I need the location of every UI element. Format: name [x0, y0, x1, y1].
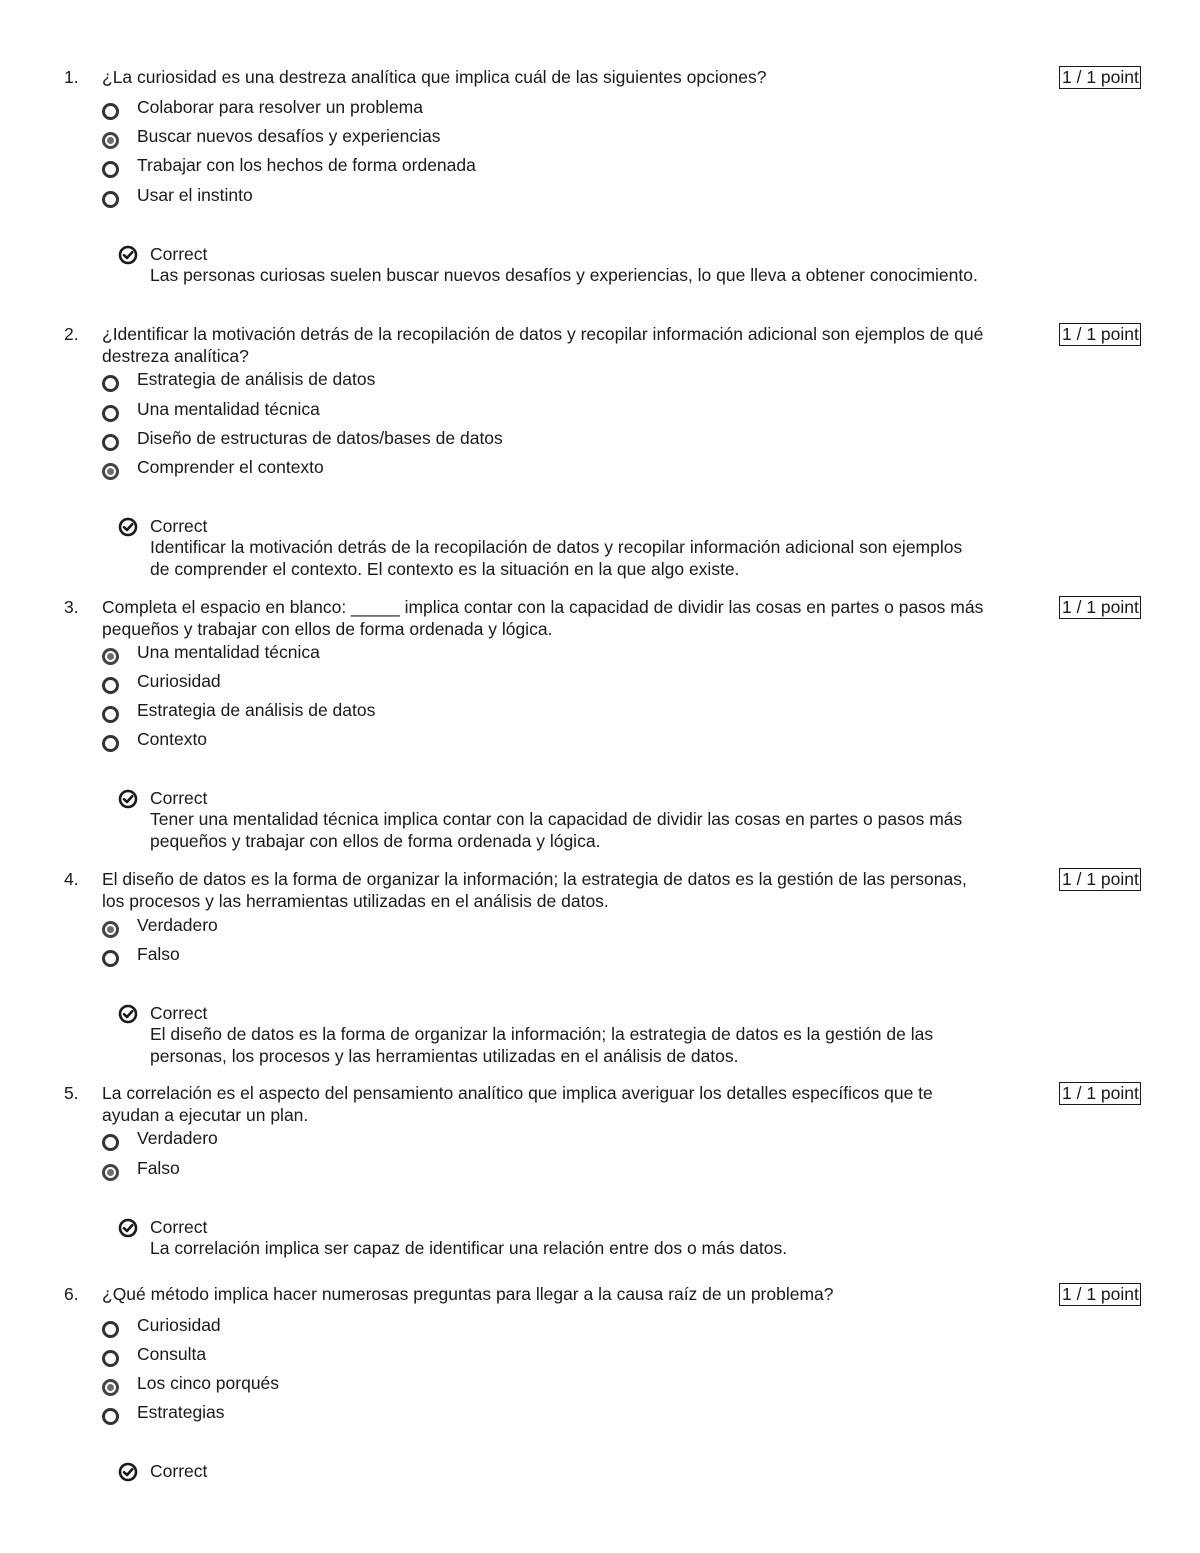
- points-badge: 1 / 1 point: [1059, 1283, 1141, 1306]
- feedback-status: Correct: [150, 516, 208, 536]
- check-circle-icon: [118, 245, 138, 265]
- option-label: Falso: [137, 944, 180, 964]
- feedback-status: Correct: [150, 788, 208, 808]
- option[interactable]: [100, 1314, 1000, 1343]
- option[interactable]: [100, 1401, 1000, 1430]
- feedback-explanation: El diseño de datos es la forma de organizar la información; la estrategia de datos es la gestión de las personas, los procesos y las herramientas utilizadas en el análisis de datos.: [150, 1024, 934, 1066]
- points-badge: 1 / 1 point: [1059, 596, 1141, 619]
- option-label: Colaborar para resolver un problema: [137, 97, 423, 117]
- option-label: Estrategia de análisis de datos: [137, 369, 376, 389]
- option-label: Una mentalidad técnica: [137, 399, 320, 419]
- option[interactable]: [100, 125, 1000, 154]
- feedback-explanation: Tener una mentalidad técnica implica contar con la capacidad de dividir las cosas en partes o pasos más pequeños y trabajar con ellos de forma ordenada y lógica.: [150, 809, 963, 851]
- radio-button-selected[interactable]: [102, 648, 119, 665]
- radio-button[interactable]: [102, 706, 119, 723]
- question-text: ¿Qué método implica hacer numerosas preguntas para llegar a la causa raíz de un problema?: [102, 1284, 834, 1304]
- option[interactable]: [100, 1372, 1000, 1401]
- radio-button[interactable]: [102, 1408, 119, 1425]
- option-label: Estrategia de análisis de datos: [137, 700, 376, 720]
- radio-button[interactable]: [102, 950, 119, 967]
- option[interactable]: [100, 943, 1000, 972]
- option-label: Verdadero: [137, 915, 218, 935]
- radio-button[interactable]: [102, 1321, 119, 1338]
- question-text: ¿La curiosidad es una destreza analítica que implica cuál de las siguientes opciones?: [102, 67, 767, 87]
- radio-button[interactable]: [102, 103, 119, 120]
- option[interactable]: [100, 96, 1000, 125]
- feedback-explanation: Identificar la motivación detrás de la recopilación de datos y recopilar información adicional son ejemplos de comprender el contexto. El contexto es la situación en la que algo existe.: [150, 537, 963, 579]
- option-label: Trabajar con los hechos de forma ordenada: [137, 155, 476, 175]
- question-number: 4.: [64, 869, 79, 889]
- question-text: Completa el espacio en blanco: _____ implica contar con la capacidad de dividir las cosas en partes o pasos más pequeños y trabajar con ellos de forma ordenada y lógica.: [102, 597, 984, 639]
- radio-button[interactable]: [102, 1134, 119, 1151]
- option-label: Diseño de estructuras de datos/bases de datos: [137, 428, 503, 448]
- radio-button-selected[interactable]: [102, 1379, 119, 1396]
- points-badge: 1 / 1 point: [1059, 323, 1141, 346]
- radio-button[interactable]: [102, 1350, 119, 1367]
- feedback-explanation: La correlación implica ser capaz de identificar una relación entre dos o más datos.: [150, 1238, 788, 1258]
- option-label: Los cinco porqués: [137, 1373, 280, 1393]
- option[interactable]: [100, 670, 1000, 699]
- radio-button[interactable]: [102, 161, 119, 178]
- option[interactable]: [100, 728, 1000, 757]
- option-label: Comprender el contexto: [137, 457, 324, 477]
- option[interactable]: [100, 699, 1000, 728]
- radio-button[interactable]: [102, 677, 119, 694]
- option[interactable]: [100, 368, 1000, 397]
- option-label: Consulta: [137, 1344, 207, 1364]
- question-number: 3.: [64, 597, 79, 617]
- radio-button[interactable]: [102, 191, 119, 208]
- feedback-status: Correct: [150, 244, 208, 264]
- question-number: 2.: [64, 324, 79, 344]
- radio-button[interactable]: [102, 434, 119, 451]
- question-text: ¿Identificar la motivación detrás de la recopilación de datos y recopilar información adicional son ejemplos de qué destreza analítica?: [102, 324, 984, 366]
- points-badge: 1 / 1 point: [1059, 1082, 1141, 1105]
- option[interactable]: [100, 1157, 1000, 1186]
- option-label: Curiosidad: [137, 1315, 221, 1335]
- radio-button-selected[interactable]: [102, 132, 119, 149]
- option-label: Buscar nuevos desafíos y experiencias: [137, 126, 441, 146]
- question-number: 1.: [64, 67, 79, 87]
- radio-button[interactable]: [102, 735, 119, 752]
- radio-button[interactable]: [102, 375, 119, 392]
- check-circle-icon: [118, 1218, 138, 1238]
- feedback-status: Correct: [150, 1461, 208, 1481]
- points-badge: 1 / 1 point: [1059, 868, 1141, 891]
- radio-button-selected[interactable]: [102, 463, 119, 480]
- question-text: El diseño de datos es la forma de organizar la información; la estrategia de datos es la gestión de las personas, los procesos y las herramientas utilizadas en el análisis de datos.: [102, 869, 967, 911]
- option-label: Contexto: [137, 729, 208, 749]
- feedback-status: Correct: [150, 1217, 208, 1237]
- option[interactable]: [100, 914, 1000, 943]
- check-circle-icon: [118, 517, 138, 537]
- option[interactable]: [100, 1127, 1000, 1156]
- radio-button-selected[interactable]: [102, 1164, 119, 1181]
- option[interactable]: [100, 641, 1000, 670]
- option-label: Estrategias: [137, 1402, 225, 1422]
- question-number: 5.: [64, 1083, 79, 1103]
- radio-button[interactable]: [102, 405, 119, 422]
- check-circle-icon: [118, 1462, 138, 1482]
- feedback-explanation: Las personas curiosas suelen buscar nuevos desafíos y experiencias, lo que lleva a obtener conocimiento.: [150, 265, 978, 285]
- option[interactable]: [100, 398, 1000, 427]
- option[interactable]: [100, 184, 1000, 213]
- radio-button-selected[interactable]: [102, 921, 119, 938]
- option-label: Verdadero: [137, 1128, 218, 1148]
- option[interactable]: [100, 456, 1000, 485]
- option[interactable]: [100, 1343, 1000, 1372]
- option[interactable]: [100, 154, 1000, 183]
- option-label: Falso: [137, 1158, 180, 1178]
- option-label: Usar el instinto: [137, 185, 253, 205]
- feedback-status: Correct: [150, 1003, 208, 1023]
- option[interactable]: [100, 427, 1000, 456]
- check-circle-icon: [118, 789, 138, 809]
- question-text: La correlación es el aspecto del pensamiento analítico que implica averiguar los detalles específicos que te ayudan a ejecutar un plan.: [102, 1083, 933, 1125]
- option-label: Curiosidad: [137, 671, 221, 691]
- check-circle-icon: [118, 1004, 138, 1024]
- option-label: Una mentalidad técnica: [137, 642, 320, 662]
- points-badge: 1 / 1 point: [1059, 66, 1141, 89]
- question-number: 6.: [64, 1284, 79, 1304]
